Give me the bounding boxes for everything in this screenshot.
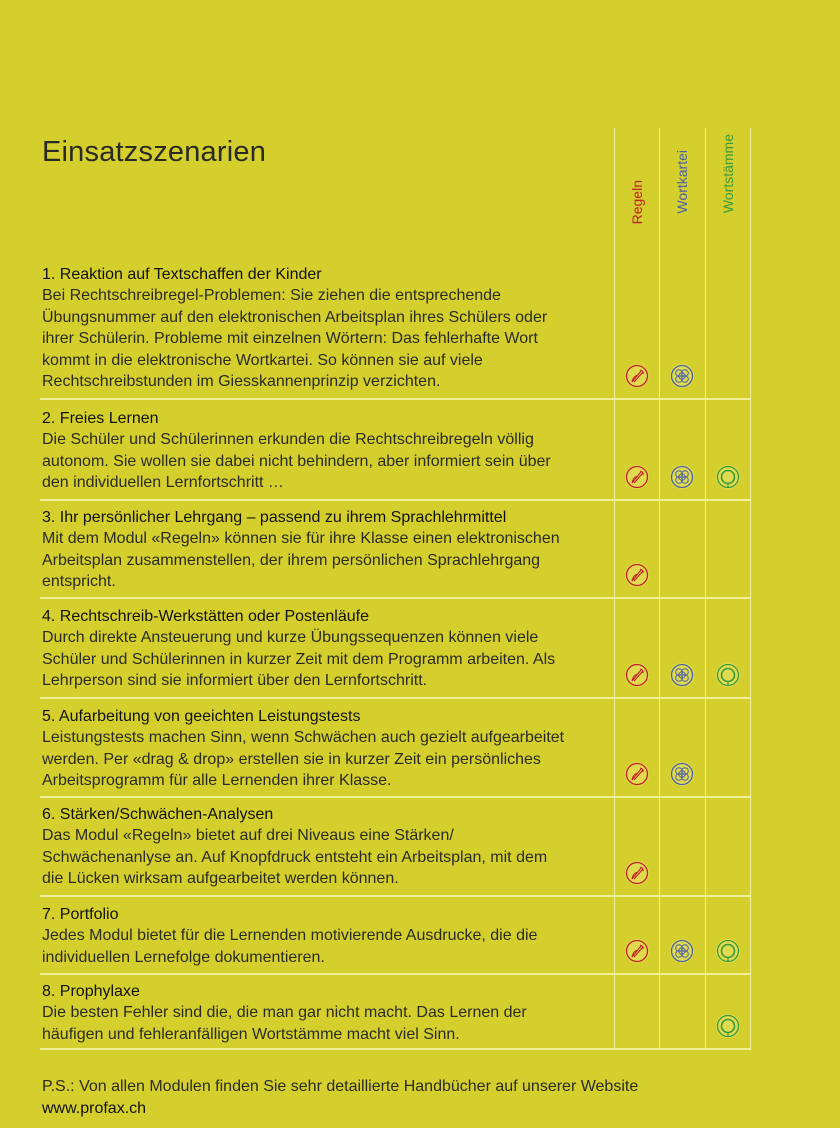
text-line: Schüler und Schülerinnen in kurzer Zeit mit dem Programm arbeiten. Als xyxy=(42,650,556,668)
text-line: Arbeitsprogramm für alle Lernenden ihrer Klasse. xyxy=(42,772,392,790)
column-divider xyxy=(705,128,706,1050)
scenario-text xyxy=(42,627,612,692)
scenario-title: 3. Ihr persönlicher Lehrgang – passend zu ihrem Sprachlehrmittel xyxy=(42,509,507,526)
text-line: autonom. Sie wollen sie dabei nicht behindern, aber informiert sein über xyxy=(42,452,551,470)
row-divider xyxy=(40,499,751,501)
text-line: entspricht. xyxy=(42,573,116,591)
scenario-8 xyxy=(42,981,612,1045)
regeln-module-icon xyxy=(624,363,650,389)
regeln-module-icon xyxy=(624,761,650,787)
text-line: häufigen und fehleranfälligen Wortstämme macht viel Sinn. xyxy=(42,1025,460,1043)
text-line: die Lücken wirksam aufgearbeitet werden können. xyxy=(42,870,399,888)
page-title: Einsatzszenarien xyxy=(42,136,267,168)
scenario-text xyxy=(42,429,612,494)
regeln-module-icon xyxy=(624,860,650,886)
scenario-2 xyxy=(42,408,612,494)
text-line: Mit dem Modul «Regeln» können sie für ihre Klasse einen elektronischen xyxy=(42,530,560,547)
scenario-7 xyxy=(42,904,612,968)
text-line: Die besten Fehler sind die, die man gar nicht macht. Das Lernen der xyxy=(42,1004,527,1021)
wortstaemme-module-icon xyxy=(715,938,741,964)
wortkartei-module-icon xyxy=(669,363,695,389)
scenario-text xyxy=(42,285,612,393)
text-line: Rechtschreibstunden im Giesskannenprinzip verzichten. xyxy=(42,373,441,391)
wortkartei-module-icon xyxy=(669,761,695,787)
row-divider xyxy=(40,597,751,599)
wortkartei-module-icon xyxy=(669,464,695,490)
scenario-title: 7. Portfolio xyxy=(42,906,119,923)
text-line: ihrer Schülerin. Probleme mit einzelnen Wörtern: Das fehlerhafte Wort xyxy=(42,330,538,348)
text-line: Die Schüler und Schülerinnen erkunden die Rechtschreibregeln völlig xyxy=(42,431,534,448)
scenario-3 xyxy=(42,507,612,593)
text-line: den individuellen Lernfortschritt … xyxy=(42,474,284,492)
wortstaemme-module-icon xyxy=(715,662,741,688)
wortkartei-module-icon xyxy=(669,938,695,964)
text-line: kommt in die elektronische Wortkartei. So können sie auf viele xyxy=(42,351,483,369)
scenario-text xyxy=(42,1002,612,1045)
column-divider xyxy=(659,128,660,1050)
text-line: Bei Rechtschreibregel-Problemen: Sie ziehen die entsprechende xyxy=(42,287,501,304)
scenario-5 xyxy=(42,706,612,792)
text-line: Das Modul «Regeln» bietet auf drei Niveaus eine Stärken/ xyxy=(42,827,454,844)
column-divider xyxy=(750,128,751,1050)
scenario-title: 2. Freies Lernen xyxy=(42,410,159,427)
text-line: Übungsnummer auf den elektronischen Arbeitsplan ihres Schülers oder xyxy=(42,308,548,326)
row-divider xyxy=(40,895,751,897)
row-divider xyxy=(40,1048,751,1050)
regeln-module-icon xyxy=(624,464,650,490)
scenario-text xyxy=(42,528,612,593)
column-header-wortstaemme: Wortstämme xyxy=(720,134,736,214)
scenario-title: 5. Aufarbeitung von geeichten Leistungstests xyxy=(42,708,361,725)
scenario-title: 1. Reaktion auf Textschaffen der Kinder xyxy=(42,266,322,283)
scenario-text xyxy=(42,825,612,890)
footer-note: P.S.: Von allen Modulen finden Sie sehr detaillierte Handbücher auf unserer Website xyxy=(42,1078,639,1095)
column-header-regeln: Regeln xyxy=(629,180,645,225)
scenario-1 xyxy=(42,264,612,393)
website-link[interactable]: www.profax.ch xyxy=(42,1100,147,1117)
scenario-title: 4. Rechtschreib-Werkstätten oder Postenläufe xyxy=(42,608,369,625)
scenario-text xyxy=(42,727,612,792)
scenario-6 xyxy=(42,804,612,890)
text-line: Leistungstests machen Sinn, wenn Schwächen auch gezielt aufgearbeitet xyxy=(42,729,565,746)
text-line: Durch direkte Ansteuerung und kurze Übungssequenzen können viele xyxy=(42,629,539,646)
text-line: individuellen Lernefolge dokumentieren. xyxy=(42,948,325,966)
regeln-module-icon xyxy=(624,938,650,964)
text-line: werden. Per «drag & drop» erstellen sie in kurzer Zeit ein persönliches xyxy=(42,750,541,768)
wortkartei-module-icon xyxy=(669,662,695,688)
text-line: Lehrperson sind sie informiert über den Lernfortschritt. xyxy=(42,672,428,690)
text-line: Arbeitsplan zusammenstellen, der ihrem persönlichen Sprachlehrgang xyxy=(42,551,541,569)
column-divider xyxy=(614,128,615,1050)
wortstaemme-module-icon xyxy=(715,464,741,490)
scenario-title: 6. Stärken/Schwächen-Analysen xyxy=(42,806,274,823)
wortstaemme-module-icon xyxy=(715,1013,741,1039)
scenario-text xyxy=(42,925,612,968)
text-line: Schwächenanlyse an. Auf Knopfdruck entsteht ein Arbeitsplan, mit dem xyxy=(42,848,548,866)
row-divider xyxy=(40,398,751,400)
footer xyxy=(42,1076,638,1120)
row-divider xyxy=(40,973,751,975)
scenario-title: 8. Prophylaxe xyxy=(42,983,140,1000)
regeln-module-icon xyxy=(624,662,650,688)
text-line: Jedes Modul bietet für die Lernenden motivierende Ausdrucke, die die xyxy=(42,927,538,944)
row-divider xyxy=(40,796,751,798)
regeln-module-icon xyxy=(624,562,650,588)
row-divider xyxy=(40,697,751,699)
column-header-wortkartei: Wortkartei xyxy=(674,150,690,214)
scenario-4 xyxy=(42,606,612,692)
